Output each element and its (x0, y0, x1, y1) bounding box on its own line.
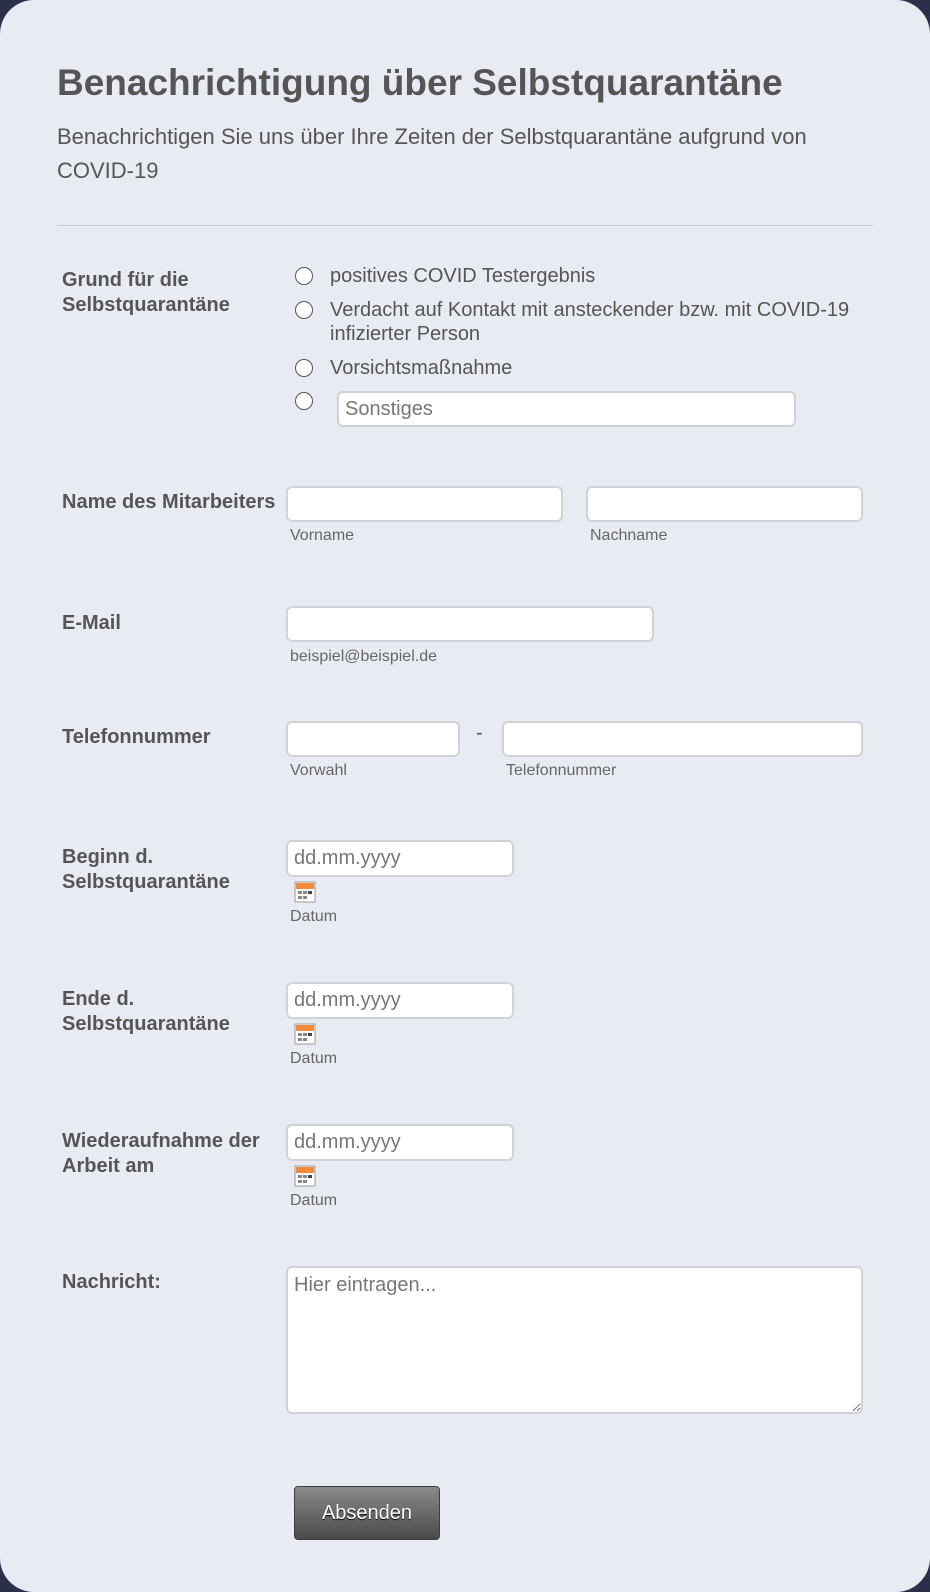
first-name-sublabel: Vorname (290, 527, 355, 544)
area-code-input[interactable] (286, 721, 460, 757)
radio-button[interactable] (295, 301, 313, 319)
other-reason-input[interactable] (337, 391, 796, 427)
message-textarea[interactable] (286, 1266, 863, 1414)
resume-date-label: Wiederaufnahme der Arbeit am (62, 1130, 260, 1177)
first-name-input[interactable] (286, 486, 563, 522)
reason-label: Grund für die Selbstquarantäne (62, 269, 230, 316)
submit-button[interactable]: Absenden (294, 1486, 440, 1540)
phone-label: Telefonnummer (62, 726, 211, 748)
page-title: Benachrichtigung über Selbstquarantäne (57, 62, 783, 103)
end-date-input[interactable] (286, 982, 514, 1019)
reason-option-precaution[interactable] (295, 356, 865, 380)
form-header (57, 58, 873, 188)
phone-number-sublabel: Telefonnummer (506, 762, 617, 779)
radio-button[interactable] (295, 359, 313, 377)
phone-number-input[interactable] (502, 721, 863, 757)
end-date-label: Ende d. Selbstquarantäne (62, 988, 230, 1035)
radio-button[interactable] (295, 392, 313, 410)
start-date-input[interactable] (286, 840, 514, 877)
page-subtitle: Benachrichtigen Sie uns über Ihre Zeiten der Selbstquarantäne aufgrund von COVID-19 (57, 124, 807, 183)
radio-label: positives COVID Testergebnis (330, 265, 596, 287)
start-date-label: Beginn d. Selbstquarantäne (62, 846, 230, 893)
last-name-input[interactable] (586, 486, 863, 522)
email-label: E-Mail (62, 612, 121, 634)
radio-button[interactable] (295, 267, 313, 285)
employee-name-label: Name des Mitarbeiters (62, 491, 276, 513)
radio-label: Verdacht auf Kontakt mit ansteckender bzw. mit COVID-19 infizierter Person (330, 299, 850, 345)
reason-option-other[interactable] (295, 389, 313, 410)
reason-option-contact[interactable] (295, 298, 865, 346)
start-date-sublabel: Datum (290, 908, 338, 925)
calendar-icon[interactable] (294, 1165, 316, 1187)
resume-date-sublabel: Datum (290, 1192, 338, 1209)
area-code-sublabel: Vorwahl (290, 762, 347, 779)
header-divider (57, 225, 873, 226)
calendar-icon[interactable] (294, 1023, 316, 1045)
phone-separator: - (476, 722, 483, 744)
last-name-sublabel: Nachname (590, 527, 668, 544)
end-date-sublabel: Datum (290, 1050, 338, 1067)
radio-label: Vorsichtsmaßnahme (330, 357, 513, 379)
email-sublabel: beispiel@beispiel.de (290, 648, 437, 665)
reason-option-positive-test[interactable] (295, 264, 865, 288)
resume-date-input[interactable] (286, 1124, 514, 1161)
message-label: Nachricht: (62, 1271, 161, 1293)
email-field[interactable] (286, 606, 654, 642)
calendar-icon[interactable] (294, 881, 316, 903)
